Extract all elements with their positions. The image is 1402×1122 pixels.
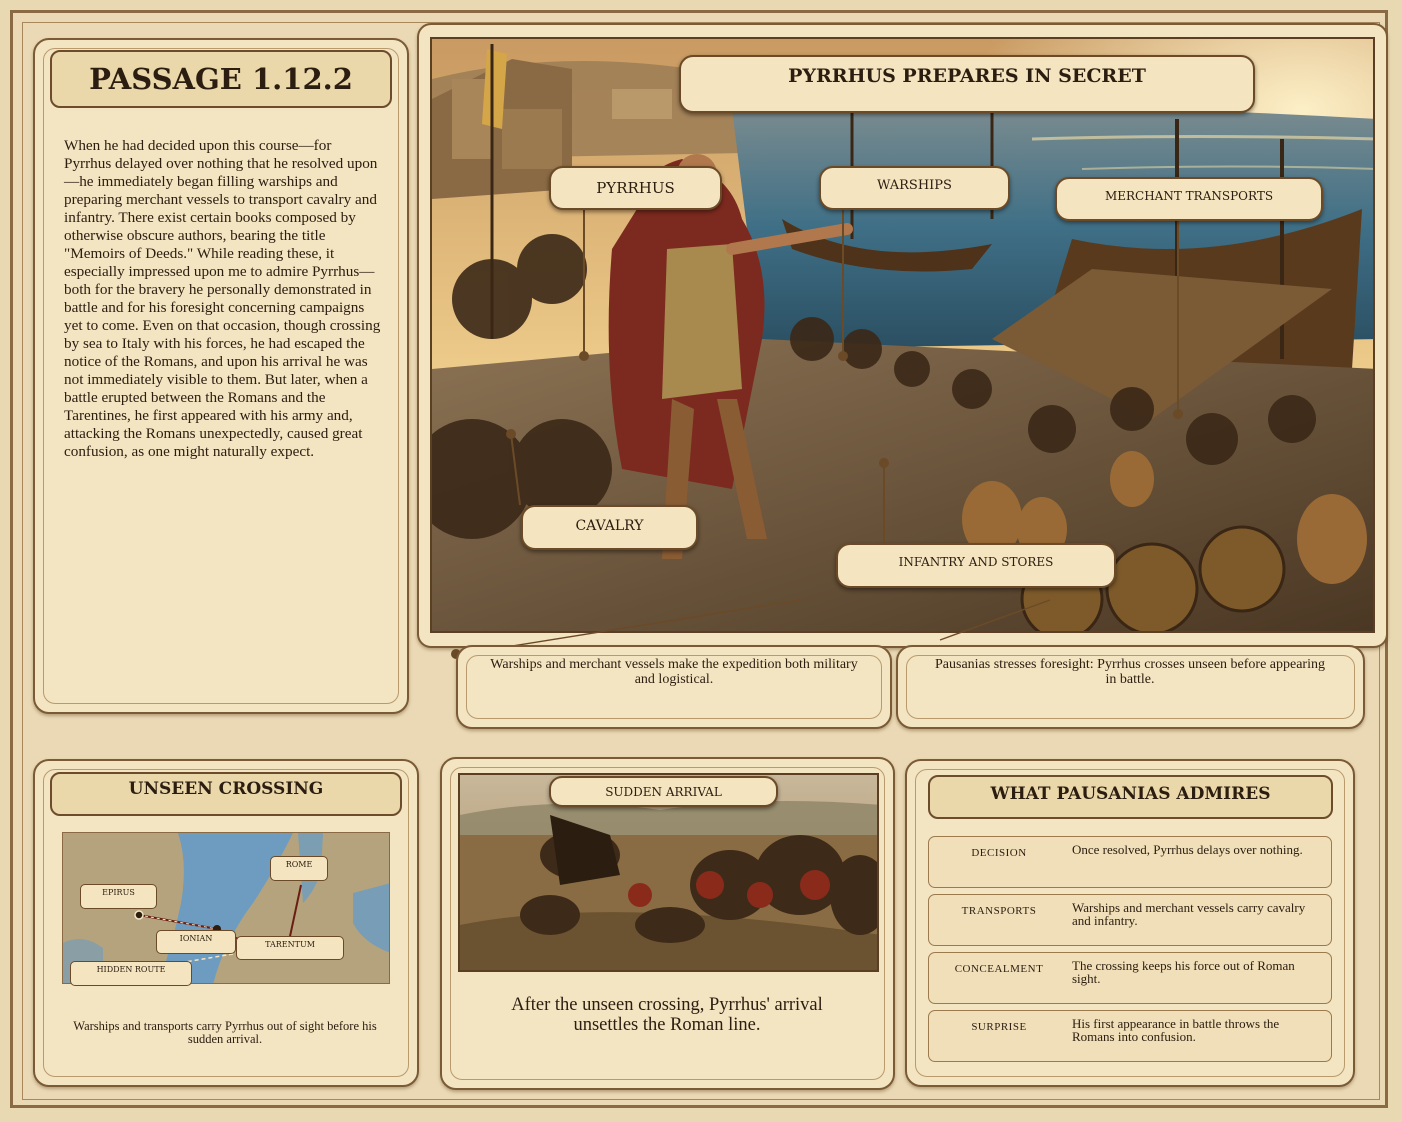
admires-row-key: SURPRISE [971, 1021, 1027, 1033]
admires-title: WHAT PAUSANIAS ADMIRES [928, 775, 1333, 819]
admires-row-value: Once resolved, Pyrrhus delays over nothing. [1072, 842, 1303, 857]
crossing-caption: Warships and transports carry Pyrrhus out of sight before his sudden arrival. [73, 1019, 377, 1046]
caption-left: Warships and merchant vessels make the expedition both military and logistical. [490, 657, 858, 687]
hero-title [679, 55, 1255, 113]
admires-row-value: His first appearance in battle throws the Romans into confusion. [1072, 1016, 1280, 1044]
label-merchant-transports: MERCHANT TRANSPORTS [1055, 177, 1323, 221]
label-pyrrhus: PYRRHUS [549, 166, 722, 210]
label-infantry-and-stores: INFANTRY AND STORES [836, 543, 1116, 588]
admires-row-concealment [928, 952, 1332, 1004]
hero-title-text: PYRRHUS PREPARES IN SECRET [788, 65, 1146, 87]
admires-row-key: TRANSPORTS [961, 905, 1037, 917]
admires-row-value: The crossing keeps his force out of Roman sight. [1072, 958, 1295, 986]
map-label-ionian: IONIAN [156, 930, 236, 954]
admires-row-key: DECISION [971, 847, 1027, 859]
admires-row-surprise [928, 1010, 1332, 1062]
map-label-hidden-route: HIDDEN ROUTE [70, 961, 192, 986]
admires-row-value: Warships and merchant vessels carry cavalry and infantry. [1072, 900, 1306, 928]
admires-row-key: CONCEALMENT [954, 963, 1044, 975]
label-sudden-arrival: SUDDEN ARRIVAL [549, 776, 778, 807]
map-label-tarentum: TARENTUM [236, 936, 344, 960]
map-label-epirus: EPIRUS [80, 884, 157, 909]
crossing-title: UNSEEN CROSSING [50, 772, 402, 816]
admires-row-transports [928, 894, 1332, 946]
passage-title-text: PASSAGE 1.12.2 [89, 62, 353, 96]
label-warships: WARSHIPS [819, 166, 1010, 210]
caption-right: Pausanias stresses foresight: Pyrrhus crosses unseen before appearing in battle. [935, 657, 1325, 687]
label-cavalry: CAVALRY [521, 505, 698, 550]
admires-row-decision [928, 836, 1332, 888]
arrival-caption: After the unseen crossing, Pyrrhus' arrival unsettles the Roman line. [511, 995, 823, 1035]
map-label-rome: ROME [270, 856, 328, 881]
passage-title [50, 50, 392, 108]
passage-text: When he had decided upon this course—for Pyrrhus delayed over nothing that he resolved upon—he immediately began filling warships and preparing merchant vessels to transport cavalry and infantry. There exist certain books composed by otherwise obscure authors, bearing the title "Memoirs of Deeds." While reading these, it especially impressed upon me to admire Pyrrhus—both for the bravery he personally demonstrated in battle and for his foresight concerning campaigns yet to come. Even on that occasion, though crossing by sea to Italy with his forces, he had escaped the notice of the Romans, and upon his arrival he was not immediately visible to them. But later, when a battle erupted between the Romans and the Tarentines, he first appeared with his army and, attacking the Romans unexpectedly, caused great confusion, as one might naturally expect. [64, 137, 381, 460]
